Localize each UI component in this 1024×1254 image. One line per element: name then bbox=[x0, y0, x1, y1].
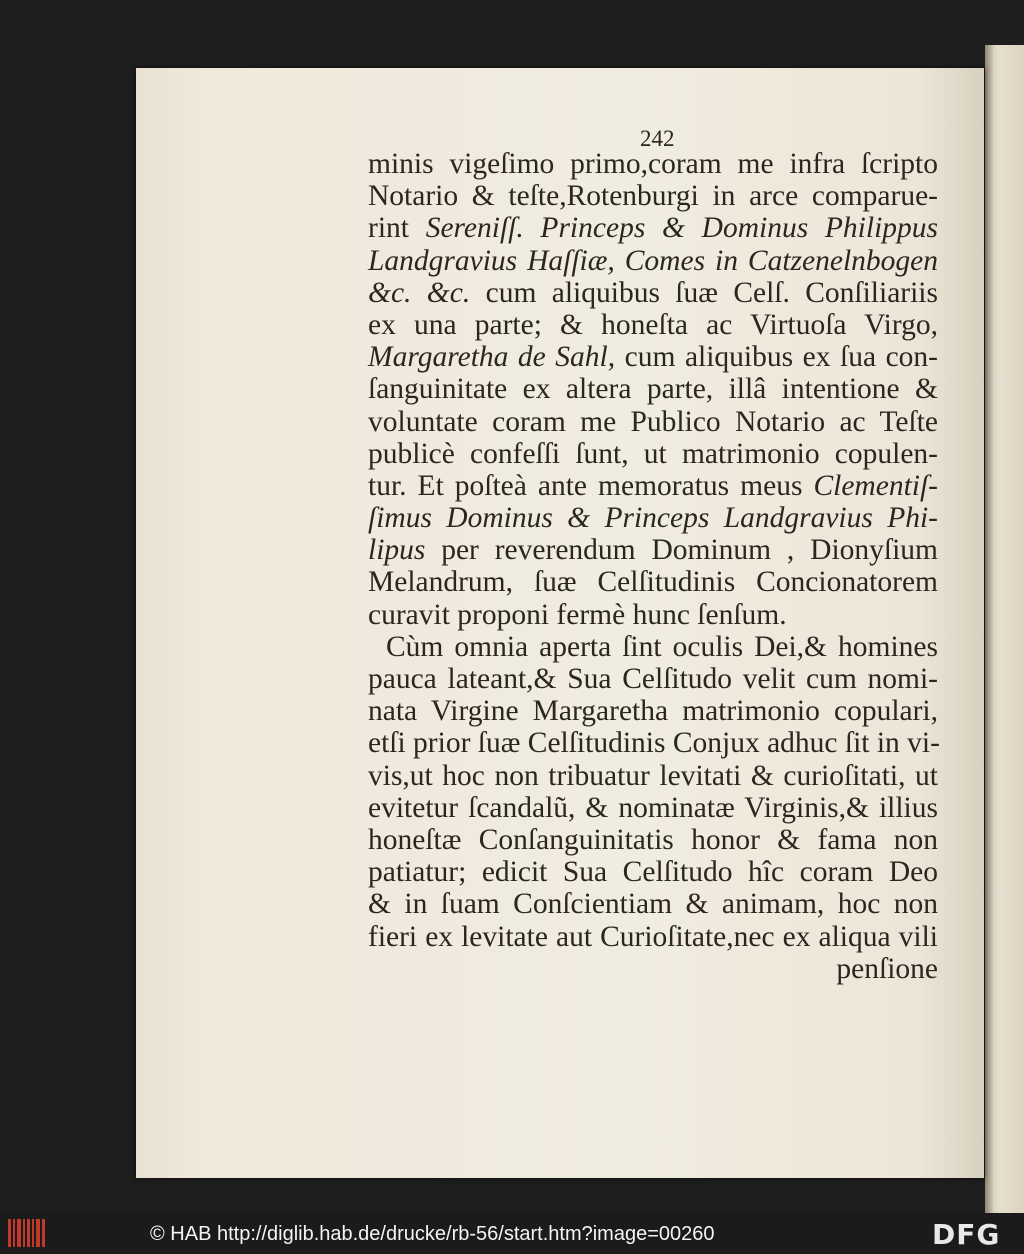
text-run: honeſtæ Conſanguinitatis honor & fama non bbox=[368, 823, 938, 856]
text-line bbox=[368, 373, 938, 405]
text-run: ex una parte; & honeſta ac Virtuoſa Virgo, bbox=[368, 308, 938, 341]
text-run: vis,ut hoc non tribuatur levitati & curioſitati, ut bbox=[368, 759, 938, 792]
text-line bbox=[368, 277, 938, 309]
text-line bbox=[368, 534, 938, 566]
text-line bbox=[368, 470, 938, 502]
text-run: fieri ex levitate aut Curioſitate,nec ex aliqua vili bbox=[368, 920, 938, 953]
text-line bbox=[368, 792, 938, 824]
italic-run: Sereniſſ. Princeps & Dominus Philippus bbox=[425, 212, 939, 245]
text-run: Cùm omnia aperta ſint oculis Dei,& homines bbox=[386, 630, 938, 663]
text-run: pauca lateant,& Sua Celſitudo velit cum nomi- bbox=[368, 663, 938, 695]
text-run: cum aliquibus ſuæ Celſ. Conſiliariis bbox=[470, 276, 938, 309]
text-run: tur. Et poſteà ante memoratus meus bbox=[368, 469, 814, 502]
text-run: nata Virgine Margaretha matrimonio copulari, bbox=[368, 695, 938, 728]
italic-run: ſimus Dominus & Princeps Landgravius Phi- bbox=[368, 502, 938, 535]
text-line bbox=[368, 245, 938, 277]
text-run: publicè confeſſi ſunt, ut matrimonio copulen- bbox=[368, 437, 938, 470]
italic-run: Clementiſ- bbox=[813, 469, 938, 502]
text-run: Notario & teſte,Rotenburgi in arce comparue- bbox=[368, 180, 938, 213]
page-number: 242 bbox=[640, 126, 675, 151]
text-line bbox=[368, 212, 938, 244]
text-line bbox=[368, 695, 938, 727]
text-line bbox=[368, 599, 938, 631]
text-line bbox=[368, 502, 938, 534]
text-line bbox=[368, 856, 938, 888]
text-line bbox=[368, 921, 938, 953]
text-run: Melandrum, ſuæ Celſitudinis Concionatorem bbox=[368, 566, 938, 599]
text-line bbox=[368, 760, 938, 792]
text-line bbox=[368, 663, 938, 695]
next-page-edge bbox=[985, 45, 1024, 1213]
text-line bbox=[368, 953, 938, 985]
text-run: curavit proponi fermè hunc ſenſum. bbox=[368, 598, 787, 631]
italic-run: lipus bbox=[368, 534, 426, 567]
text-line bbox=[368, 631, 938, 663]
text-run: patiatur; edicit Sua Celſitudo hîc coram Deo bbox=[368, 856, 938, 889]
text-run: penſione bbox=[836, 952, 938, 985]
footer-credit-link[interactable]: © HAB http://diglib.hab.de/drucke/rb-56/start.htm?image=00260 bbox=[150, 1223, 715, 1245]
text-line bbox=[368, 824, 938, 856]
text-run: voluntate coram me Publico Notario ac Teſte bbox=[368, 405, 938, 438]
text-run: & in ſuam Conſcientiam & animam, hoc non bbox=[368, 888, 938, 921]
viewer-footer bbox=[0, 1213, 1024, 1254]
text-line bbox=[368, 566, 938, 598]
text-run: rint bbox=[368, 212, 426, 245]
text-line bbox=[368, 438, 938, 470]
dfg-logo: DFG bbox=[932, 1218, 1001, 1251]
text-line bbox=[368, 148, 938, 180]
text-run: ſanguinitate ex altera parte, illâ intentione & bbox=[368, 373, 938, 406]
italic-run: Landgravius Haſſiæ, Comes in Catzenelnbogen bbox=[368, 244, 938, 277]
page-text bbox=[368, 148, 938, 985]
text-line bbox=[368, 309, 938, 341]
text-run: etſi prior ſuæ Celſitudinis Conjux adhuc ſit in vi- bbox=[368, 727, 940, 760]
italic-run: &c. &c. bbox=[368, 276, 471, 309]
text-run: per reverendum Dominum , Dionyſium bbox=[425, 534, 938, 567]
text-line bbox=[368, 406, 938, 438]
text-line bbox=[368, 888, 938, 920]
text-line bbox=[368, 727, 938, 759]
text-run: cum aliquibus ex ſua con- bbox=[615, 341, 938, 374]
text-line bbox=[368, 341, 938, 373]
text-run: minis vigeſimo primo,coram me infra ſcripto bbox=[368, 148, 938, 180]
text-run: evitetur ſcandalũ, & nominatæ Virginis,& illius bbox=[368, 791, 938, 824]
barcode-icon bbox=[8, 1219, 46, 1247]
text-line bbox=[368, 180, 938, 212]
italic-run: Margaretha de Sahl, bbox=[368, 341, 616, 374]
